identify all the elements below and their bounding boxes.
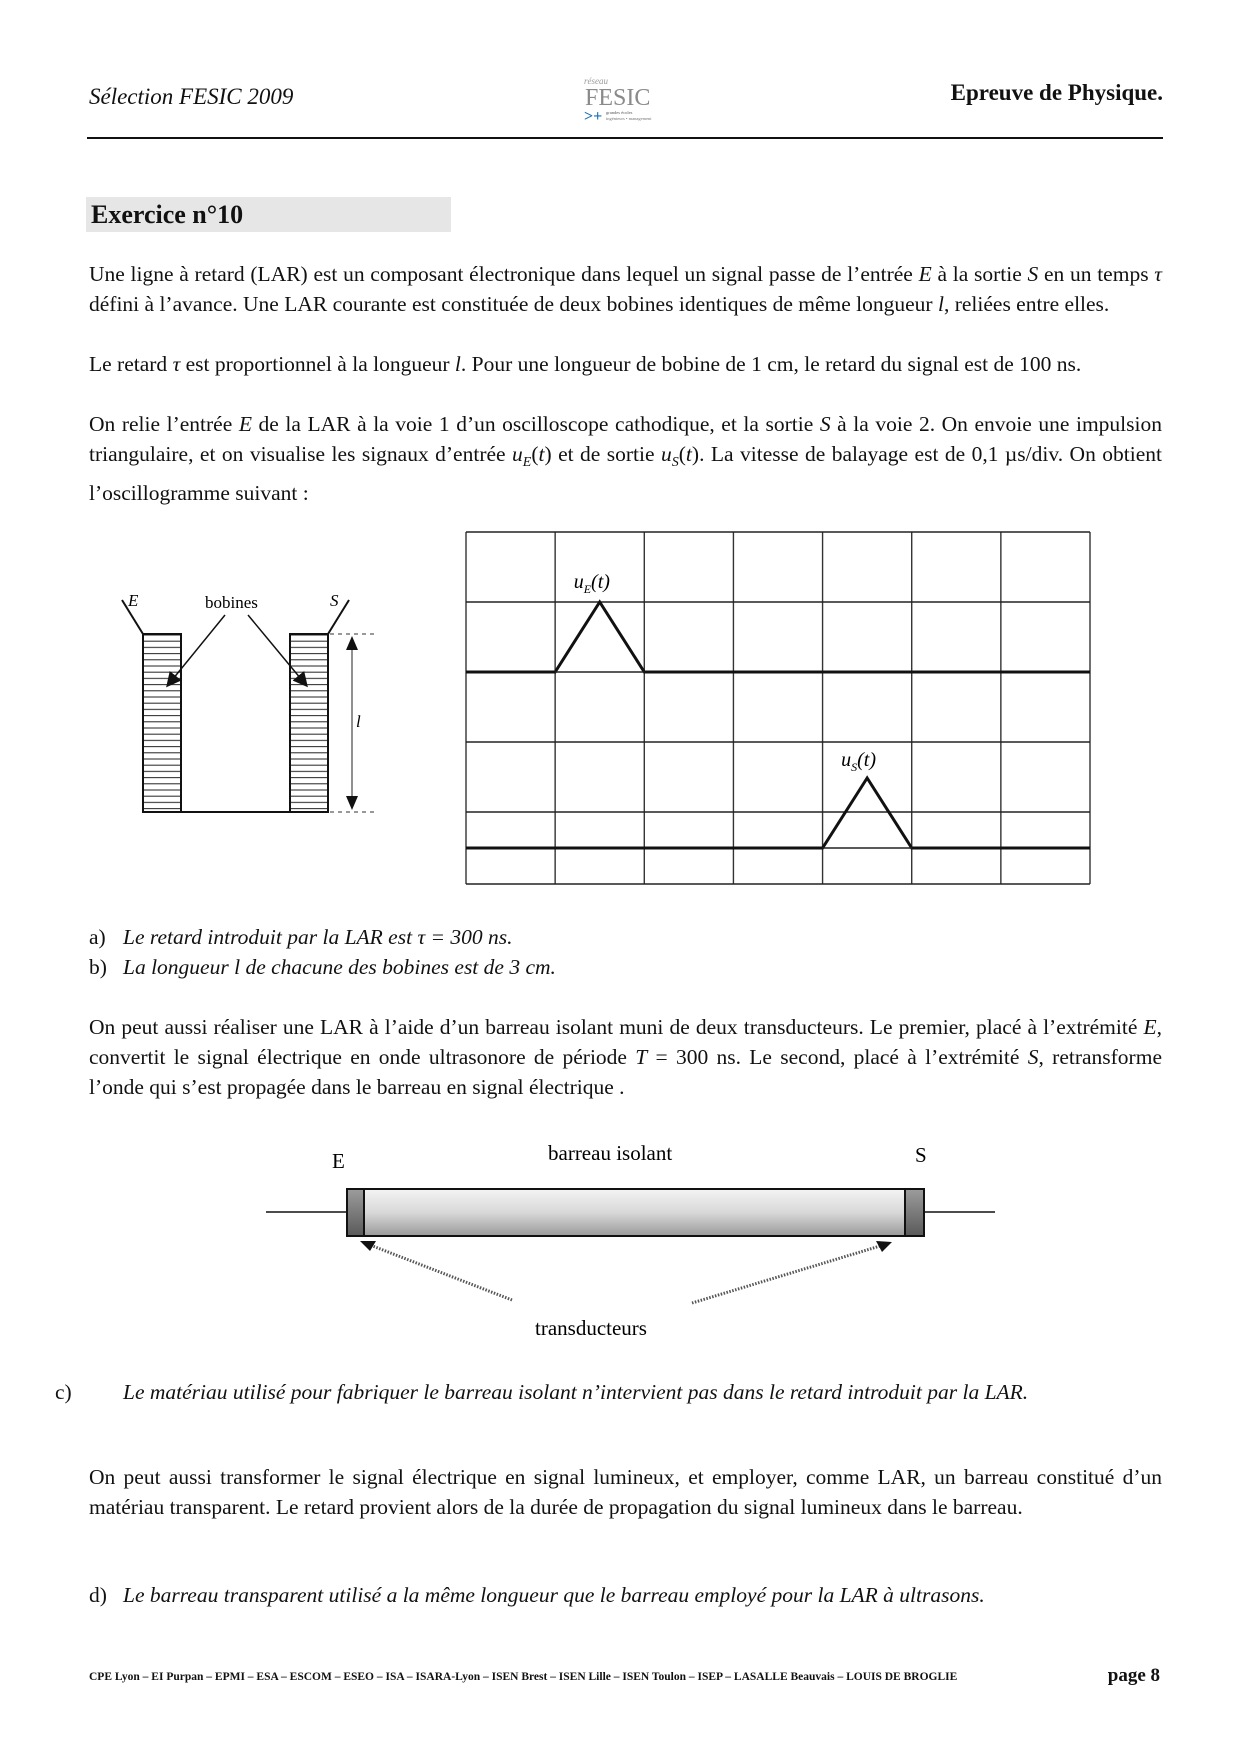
var-tau: τ xyxy=(172,352,181,376)
question-d xyxy=(89,1580,1162,1610)
var-t: t xyxy=(538,442,545,466)
dim-arrow-up-icon xyxy=(346,636,358,650)
var-u: u xyxy=(512,442,523,466)
oscillogram xyxy=(462,528,1094,892)
logo-line2: ingénieurs • management xyxy=(606,116,652,121)
question-text: La longueur l de chacune des bobines est de 3 cm. xyxy=(123,955,556,979)
exercise-title: Exercice n°10 xyxy=(86,197,451,232)
transducer-E xyxy=(347,1189,364,1236)
var-S: S xyxy=(1027,1045,1039,1069)
header-divider xyxy=(87,137,1163,139)
question-a xyxy=(89,922,1162,952)
var-u: u xyxy=(661,442,672,466)
question-label: a) xyxy=(89,925,106,949)
trace-input-signal xyxy=(466,602,1090,672)
arrow-head-E-icon xyxy=(360,1241,376,1251)
arrow-head-S-icon xyxy=(876,1241,892,1252)
transducer-S xyxy=(905,1189,924,1236)
footer-schools: CPE Lyon – EI Purpan – EPMI – ESA – ESCOM – ESEO – ISA – ISARA-Lyon – ISEN Brest – ISEN Lille – ISEN Toulon – ISEP – LASALLE Beauvais – LOUIS DE BROGLIE xyxy=(89,1671,958,1683)
text: , convertit le signal électrique en onde ultrasonore de période xyxy=(89,1015,1162,1069)
text: défini à l’avance. Une LAR courante est constituée de deux bobines identiques de même longueur xyxy=(89,292,938,316)
dim-arrow-down-icon xyxy=(346,796,358,810)
coil-right xyxy=(290,634,328,812)
coil-left xyxy=(143,634,181,812)
question-b xyxy=(89,952,1162,982)
header-left-title: Sélection FESIC 2009 xyxy=(89,84,294,109)
arrow-transducer-S xyxy=(692,1246,880,1303)
label-E: E xyxy=(332,1149,345,1173)
label-bar: barreau isolant xyxy=(548,1141,673,1165)
question-text: Le matériau utilisé pour fabriquer le barreau isolant n’intervient pas dans le retard introduit par la LAR. xyxy=(123,1380,1029,1404)
text: , retransforme l’onde qui s’est propagée dans le barreau en signal électrique . xyxy=(89,1045,1162,1099)
text: ) et de sortie xyxy=(544,442,661,466)
text: est proportionnel à la longueur xyxy=(180,352,455,376)
label-input-signal: $u_E(t)$ xyxy=(573,571,610,596)
insulating-bar xyxy=(364,1189,905,1236)
text: On peut aussi réaliser une LAR à l’aide d’un barreau isolant muni de deux transducteurs. Le premier, placé à l’extrémité xyxy=(89,1015,1144,1039)
question-label: b) xyxy=(89,955,107,979)
header-right-title: Epreuve de Physique. xyxy=(950,80,1163,105)
question-text: Le barreau transparent utilisé a la même longueur que le barreau employé pour la LAR à ultrasons. xyxy=(123,1583,985,1607)
label-length: l xyxy=(356,712,361,731)
logo-line1: grandes écoles xyxy=(606,110,633,115)
sub-S: S xyxy=(671,455,679,471)
text: . Pour une longueur de bobine de 1 cm, le retard du signal est de 100 ns. xyxy=(460,352,1082,376)
text: Le retard xyxy=(89,352,173,376)
var-E: E xyxy=(918,262,932,286)
var-l: l xyxy=(937,292,944,316)
ultrasound-paragraph xyxy=(89,1012,1162,1102)
text: ( xyxy=(531,442,539,466)
intro-paragraph-3 xyxy=(89,409,1162,508)
var-E: E xyxy=(1143,1015,1157,1039)
text: à la voie 2. On envoie une impulsion triangulaire, et on visualise les signaux d’entrée xyxy=(89,412,1162,466)
logo-brand-text: FESIC xyxy=(585,85,651,111)
fesic-logo xyxy=(582,74,674,126)
text: ( xyxy=(678,442,686,466)
var-T: T xyxy=(635,1045,648,1069)
coil-diagram xyxy=(100,570,420,830)
bar-diagram xyxy=(260,1120,1000,1350)
text: On relie l’entrée xyxy=(89,412,239,436)
light-paragraph: On peut aussi transformer le signal électrique en signal lumineux, et employer, comme LAR, un barreau constitué d’un matériau transparent. Le retard provient alors de la durée de propagation du signal lumineux dans le barreau. xyxy=(89,1465,1162,1519)
logo-reseau-text: réseau xyxy=(584,76,608,86)
text: en un temps xyxy=(1038,262,1155,286)
var-S: S xyxy=(1027,262,1039,286)
arrow-transducer-E xyxy=(370,1245,512,1300)
label-output-signal: $u_S(t)$ xyxy=(841,749,877,774)
question-c xyxy=(55,1377,1162,1407)
intro-paragraph-2 xyxy=(89,349,1162,379)
intro-paragraph-1 xyxy=(89,259,1162,319)
text: de la LAR à la voie 1 d’un oscilloscope cathodique, et la sortie xyxy=(251,412,820,436)
label-bobines: bobines xyxy=(205,593,258,612)
trace-output-signal xyxy=(466,778,1090,848)
text: Une ligne à retard (LAR) est un composant électronique dans lequel un signal passe de l’entrée xyxy=(89,262,919,286)
label-S: S xyxy=(330,591,339,610)
var-tau: τ xyxy=(1154,262,1162,286)
text: = 300 ns. Le second, placé à l’extrémité xyxy=(647,1045,1028,1069)
sub-E: E xyxy=(522,455,532,471)
var-S: S xyxy=(819,412,831,436)
label-S: S xyxy=(915,1143,927,1167)
text: à la sortie xyxy=(931,262,1028,286)
var-l: l xyxy=(454,352,461,376)
question-label: d) xyxy=(89,1583,107,1607)
page-number: page 8 xyxy=(1107,1665,1160,1686)
logo-mark-icon: >+ xyxy=(584,108,603,125)
label-transducers: transducteurs xyxy=(535,1316,647,1340)
question-label: c) xyxy=(55,1380,72,1404)
var-E: E xyxy=(238,412,252,436)
label-E: E xyxy=(128,591,139,610)
text: , reliées entre elles. xyxy=(943,292,1110,316)
text: ). La vitesse de balayage est de 0,1 µs/div. On obtient l’oscillogramme suivant : xyxy=(89,442,1162,506)
var-t: t xyxy=(685,442,692,466)
question-text: Le retard introduit par la LAR est τ = 300 ns. xyxy=(123,925,513,949)
